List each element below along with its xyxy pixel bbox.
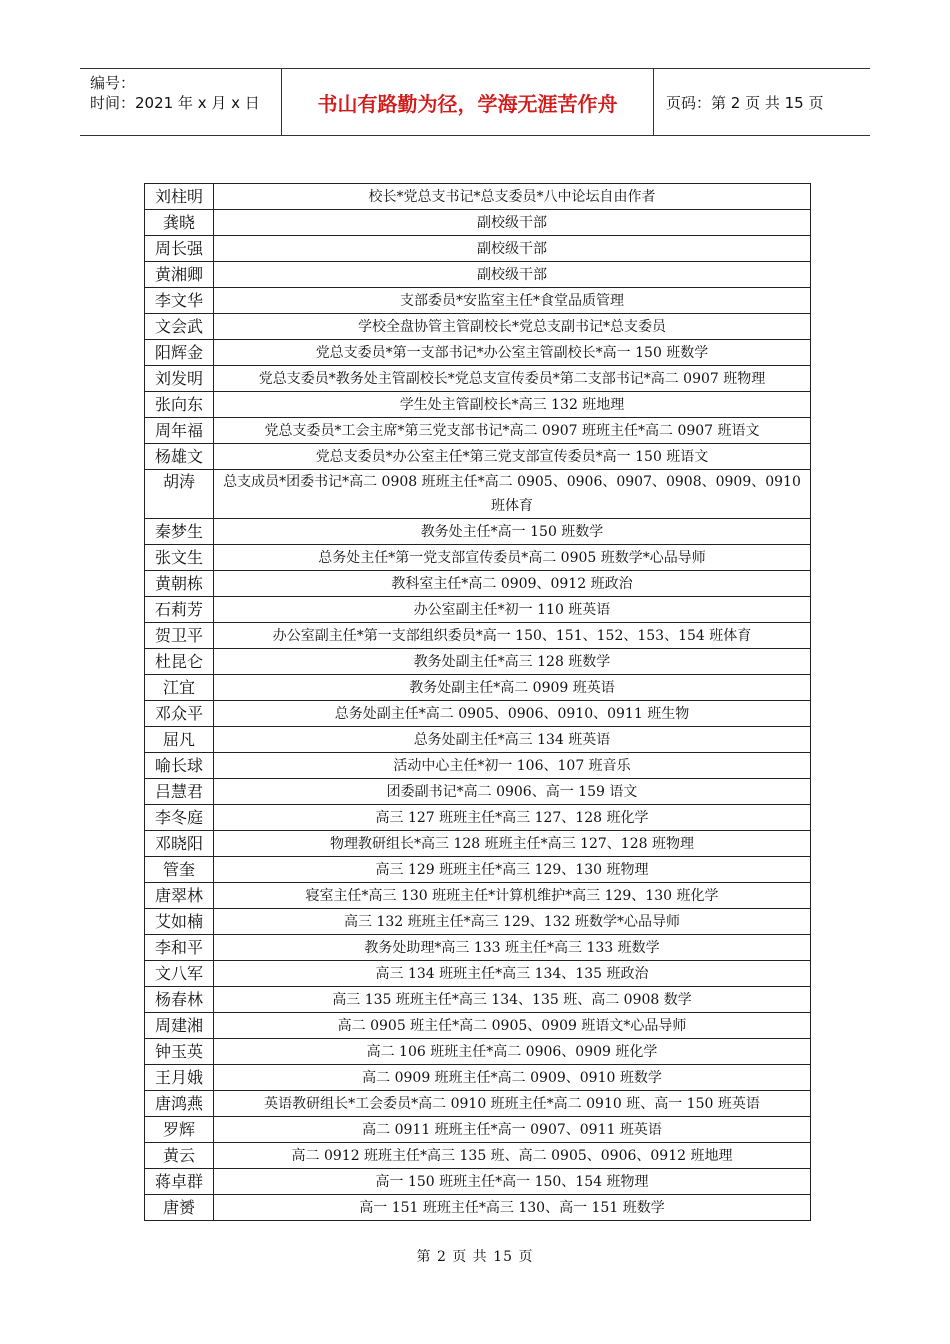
table-row [145, 210, 811, 236]
staff-name-cell: 李冬庭 [145, 805, 214, 831]
table-row [145, 545, 811, 571]
staff-name-cell: 石莉芳 [145, 597, 214, 623]
staff-role-cell: 教务处副主任*高二 0909 班英语 [214, 675, 811, 701]
staff-role-cell: 支部委员*安监室主任*食堂品质管理 [214, 288, 811, 314]
table-row [145, 1091, 811, 1117]
staff-name-cell: 张向东 [145, 392, 214, 418]
table-row [145, 779, 811, 805]
staff-role-cell: 总务处主任*第一党支部宣传委员*高二 0905 班数学*心品导师 [214, 545, 811, 571]
staff-name-cell: 邓晓阳 [145, 831, 214, 857]
table-row [145, 857, 811, 883]
header-meta [80, 69, 282, 135]
table-row [145, 1039, 811, 1065]
staff-name-cell: 张文生 [145, 545, 214, 571]
table-row [145, 470, 811, 519]
table-row [145, 314, 811, 340]
staff-role-cell: 副校级干部 [214, 262, 811, 288]
staff-name-cell: 黄湘卿 [145, 262, 214, 288]
table-row [145, 288, 811, 314]
staff-role-cell: 高三 127 班班主任*高三 127、128 班化学 [214, 805, 811, 831]
table-row [145, 1065, 811, 1091]
staff-role-cell: 办公室副主任*初一 110 班英语 [214, 597, 811, 623]
staff-role-cell: 教务处副主任*高三 128 班数学 [214, 649, 811, 675]
staff-name-cell: 屈凡 [145, 727, 214, 753]
table-row [145, 236, 811, 262]
table-row [145, 961, 811, 987]
staff-role-cell: 学校全盘协管主管副校长*党总支副书记*总支委员 [214, 314, 811, 340]
table-row [145, 571, 811, 597]
table-row [145, 883, 811, 909]
staff-name-cell: 喻长球 [145, 753, 214, 779]
table-row [145, 262, 811, 288]
table-row [145, 909, 811, 935]
table-row [145, 418, 811, 444]
table-row [145, 805, 811, 831]
staff-role-cell: 总务处副主任*高二 0905、0906、0910、0911 班生物 [214, 701, 811, 727]
staff-role-cell: 党总支委员*工会主席*第三党支部书记*高二 0907 班班主任*高二 0907 班语文 [214, 418, 811, 444]
staff-role-cell: 办公室副主任*第一支部组织委员*高一 150、151、152、153、154 班体育 [214, 623, 811, 649]
staff-role-cell: 高二 106 班班主任*高二 0906、0909 班化学 [214, 1039, 811, 1065]
staff-name-cell: 胡涛 [145, 470, 214, 519]
table-row [145, 184, 811, 210]
staff-name-cell: 江宜 [145, 675, 214, 701]
document-time-label: 时间：2021 年 x 月 x 日 [90, 94, 260, 112]
staff-role-cell: 高一 150 班班主任*高一 150、154 班物理 [214, 1169, 811, 1195]
staff-name-cell: 唐翠林 [145, 883, 214, 909]
staff-name-cell: 周年福 [145, 418, 214, 444]
table-row [145, 623, 811, 649]
staff-name-cell: 杨春林 [145, 987, 214, 1013]
table-row [145, 987, 811, 1013]
staff-name-cell: 阳辉金 [145, 340, 214, 366]
table-row [145, 444, 811, 470]
staff-name-cell: 杜昆仑 [145, 649, 214, 675]
staff-role-cell: 高二 0911 班班主任*高一 0907、0911 班英语 [214, 1117, 811, 1143]
staff-role-cell: 党总支委员*教务处主管副校长*党总支宣传委员*第二支部书记*高二 0907 班物理 [214, 366, 811, 392]
document-number-label: 编号： [90, 74, 136, 92]
staff-role-cell: 副校级干部 [214, 210, 811, 236]
staff-name-cell: 唐赟 [145, 1195, 214, 1221]
staff-role-cell: 物理教研组长*高三 128 班班主任*高三 127、128 班物理 [214, 831, 811, 857]
table-row [145, 935, 811, 961]
table-row [145, 1143, 811, 1169]
table-row [145, 675, 811, 701]
staff-name-cell: 吕慧君 [145, 779, 214, 805]
staff-name-cell: 李文华 [145, 288, 214, 314]
table-row [145, 1195, 811, 1221]
staff-role-cell: 党总支委员*办公室主任*第三党支部宣传委员*高一 150 班语文 [214, 444, 811, 470]
table-row [145, 753, 811, 779]
document-header [80, 68, 870, 136]
table-row [145, 340, 811, 366]
table-row [145, 366, 811, 392]
staff-name-cell: 管奎 [145, 857, 214, 883]
staff-name-cell: 黄朝栋 [145, 571, 214, 597]
table-row [145, 831, 811, 857]
staff-role-cell: 高三 132 班班主任*高三 129、132 班数学*心品导师 [214, 909, 811, 935]
staff-name-cell: 黄云 [145, 1143, 214, 1169]
staff-role-cell: 校长*党总支书记*总支委员*八中论坛自由作者 [214, 184, 811, 210]
staff-table-body [145, 184, 811, 1221]
staff-role-cell: 高二 0909 班班主任*高二 0909、0910 班数学 [214, 1065, 811, 1091]
staff-role-cell: 教务处助理*高三 133 班主任*高三 133 班数学 [214, 935, 811, 961]
table-row [145, 1169, 811, 1195]
table-row [145, 392, 811, 418]
staff-role-cell: 副校级干部 [214, 236, 811, 262]
staff-name-cell: 文八军 [145, 961, 214, 987]
staff-name-cell: 王月娥 [145, 1065, 214, 1091]
staff-role-cell: 总支成员*团委书记*高二 0908 班班主任*高二 0905、0906、0907、0908、0909、0910 班体育 [214, 470, 811, 519]
table-row [145, 1117, 811, 1143]
staff-name-cell: 杨雄文 [145, 444, 214, 470]
table-row [145, 649, 811, 675]
header-motto: 书山有路勤为径，学海无涯苦作舟 [282, 69, 654, 135]
staff-role-cell: 寝室主任*高三 130 班班主任*计算机维护*高三 129、130 班化学 [214, 883, 811, 909]
table-row [145, 701, 811, 727]
staff-role-cell: 英语教研组长*工会委员*高二 0910 班班主任*高二 0910 班、高一 150 班英语 [214, 1091, 811, 1117]
staff-role-cell: 教务处主任*高一 150 班数学 [214, 519, 811, 545]
staff-name-cell: 唐鸿燕 [145, 1091, 214, 1117]
staff-role-cell: 活动中心主任*初一 106、107 班音乐 [214, 753, 811, 779]
staff-name-cell: 艾如楠 [145, 909, 214, 935]
staff-name-cell: 周建湘 [145, 1013, 214, 1039]
staff-role-cell: 教科室主任*高二 0909、0912 班政治 [214, 571, 811, 597]
staff-role-cell: 总务处副主任*高三 134 班英语 [214, 727, 811, 753]
staff-role-cell: 高三 134 班班主任*高三 134、135 班政治 [214, 961, 811, 987]
staff-role-cell: 高三 135 班班主任*高三 134、135 班、高二 0908 数学 [214, 987, 811, 1013]
staff-role-cell: 党总支委员*第一支部书记*办公室主管副校长*高一 150 班数学 [214, 340, 811, 366]
staff-name-cell: 周长强 [145, 236, 214, 262]
staff-role-cell: 团委副书记*高二 0906、高一 159 语文 [214, 779, 811, 805]
staff-name-cell: 刘发明 [145, 366, 214, 392]
table-row [145, 727, 811, 753]
staff-name-cell: 李和平 [145, 935, 214, 961]
header-page-number: 页码：第 2 页 共 15 页 [666, 93, 824, 112]
table-row [145, 1013, 811, 1039]
staff-name-cell: 钟玉英 [145, 1039, 214, 1065]
staff-role-cell: 高三 129 班班主任*高三 129、130 班物理 [214, 857, 811, 883]
staff-name-cell: 秦梦生 [145, 519, 214, 545]
staff-name-cell: 文会武 [145, 314, 214, 340]
staff-name-cell: 罗辉 [145, 1117, 214, 1143]
staff-role-cell: 高二 0905 班主任*高二 0905、0909 班语文*心品导师 [214, 1013, 811, 1039]
staff-name-cell: 邓众平 [145, 701, 214, 727]
page-footer: 第 2 页 共 15 页 [416, 1249, 534, 1265]
staff-name-cell: 刘柱明 [145, 184, 214, 210]
staff-role-cell: 高一 151 班班主任*高三 130、高一 151 班数学 [214, 1195, 811, 1221]
staff-role-cell: 高二 0912 班班主任*高三 135 班、高二 0905、0906、0912 班地理 [214, 1143, 811, 1169]
staff-name-cell: 贺卫平 [145, 623, 214, 649]
staff-role-cell: 学生处主管副校长*高三 132 班地理 [214, 392, 811, 418]
table-row [145, 519, 811, 545]
staff-name-cell: 蒋卓群 [145, 1169, 214, 1195]
table-row [145, 597, 811, 623]
staff-name-cell: 龚晓 [145, 210, 214, 236]
staff-table [144, 183, 811, 1221]
